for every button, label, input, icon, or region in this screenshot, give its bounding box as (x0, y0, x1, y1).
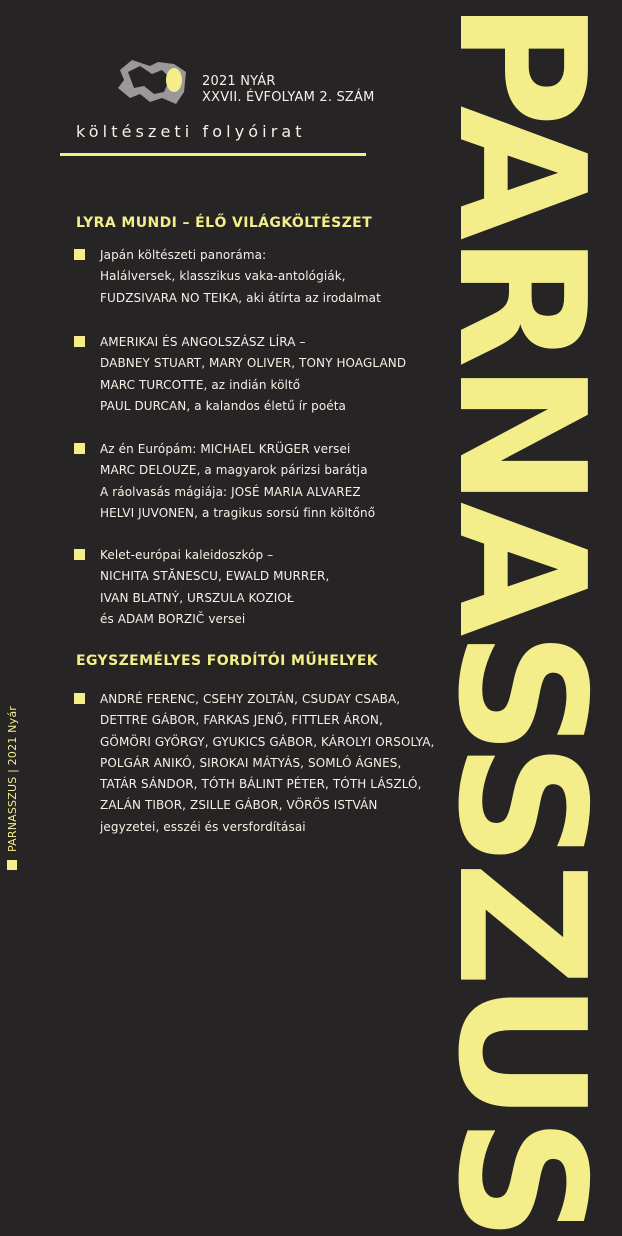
content-line: MARC DELOUZE, a magyarok párizsi barátja (100, 463, 368, 478)
content-line: NICHITA STĂNESCU, EWALD MURRER, (100, 569, 330, 584)
content-line: AMERIKAI ÉS ANGOLSZÁSZ LÍRA – (100, 335, 306, 349)
bullet-square-icon (74, 443, 85, 454)
content-line: TATÁR SÁNDOR, TÓTH BÁLINT PÉTER, TÓTH LÁSZLÓ, (100, 777, 422, 792)
content-line: POLGÁR ANIKÓ, SIROKAI MÁTYÁS, SOMLÓ ÁGNES, (100, 755, 402, 770)
issue-volume: XXVII. ÉVFOLYAM 2. SZÁM (202, 90, 375, 105)
content-line: HELVI JUVONEN, a tragikus sorsú finn költőnő (100, 505, 376, 520)
content-line: PAUL DURCAN, a kalandos életű ír poéta (100, 398, 347, 413)
content-line: ANDRÉ FERENC, CSEHY ZOLTÁN, CSUDAY CSABA, (100, 692, 401, 706)
content-line: Japán költészeti panoráma: (100, 248, 267, 262)
spine-text: PARNASSZUS | 2021 Nyár (5, 706, 19, 852)
spine-square-icon (7, 860, 17, 870)
content-line: IVAN BLATNÝ, URSZULA KOZIOŁ (100, 590, 294, 605)
section-title-forditoi-muhelyek: EGYSZEMÉLYES FORDÍTÓI MŰHELYEK (76, 653, 379, 669)
parnasszus-logo-icon (110, 58, 192, 108)
brand-title: PARNASSZUS (419, 0, 622, 1236)
content-line: FUDZSIVARA NO TEIKA, aki átírta az irodalmat (100, 290, 381, 305)
content-line: GÖMÖRI GYÖRGY, GYUKICS GÁBOR, KÁROLYI ORSOLYA, (100, 734, 435, 749)
content-line: MARC TURCOTTE, az indián költő (100, 377, 301, 392)
brand-strip (419, 0, 622, 1236)
content-line: jegyzetei, esszéi és versfordításai (100, 819, 306, 834)
spine-label (4, 630, 20, 870)
bullet-square-icon (74, 249, 85, 260)
bullet-square-icon (74, 693, 85, 704)
bullet-square-icon (74, 549, 85, 560)
content-line: DETTRE GÁBOR, FARKAS JENŐ, FITTLER ÁRON, (100, 713, 383, 728)
content-line: Az én Európám: MICHAEL KRÜGER versei (100, 442, 351, 456)
subtitle: költészeti folyóirat (76, 122, 306, 141)
content-line: és ADAM BORZIČ versei (100, 611, 246, 626)
content-line: A ráolvasás mágiája: JOSÉ MARIA ALVAREZ (100, 484, 361, 499)
issue-info (202, 74, 375, 106)
header-divider (60, 153, 366, 156)
issue-date: 2021 NYÁR (202, 74, 276, 89)
content-line: DABNEY STUART, MARY OLIVER, TONY HOAGLAND (100, 356, 407, 371)
content-line: Halálversek, klasszikus vaka-antológiák, (100, 269, 346, 284)
content-line: Kelet-európai kaleidoszkóp – (100, 548, 274, 562)
content-line: ZALÁN TIBOR, ZSILLE GÁBOR, VÖRÖS ISTVÁN (100, 798, 378, 813)
bullet-square-icon (74, 336, 85, 347)
section-title-lyra-mundi: LYRA MUNDI – ÉLŐ VILÁGKÖLTÉSZET (76, 215, 373, 231)
